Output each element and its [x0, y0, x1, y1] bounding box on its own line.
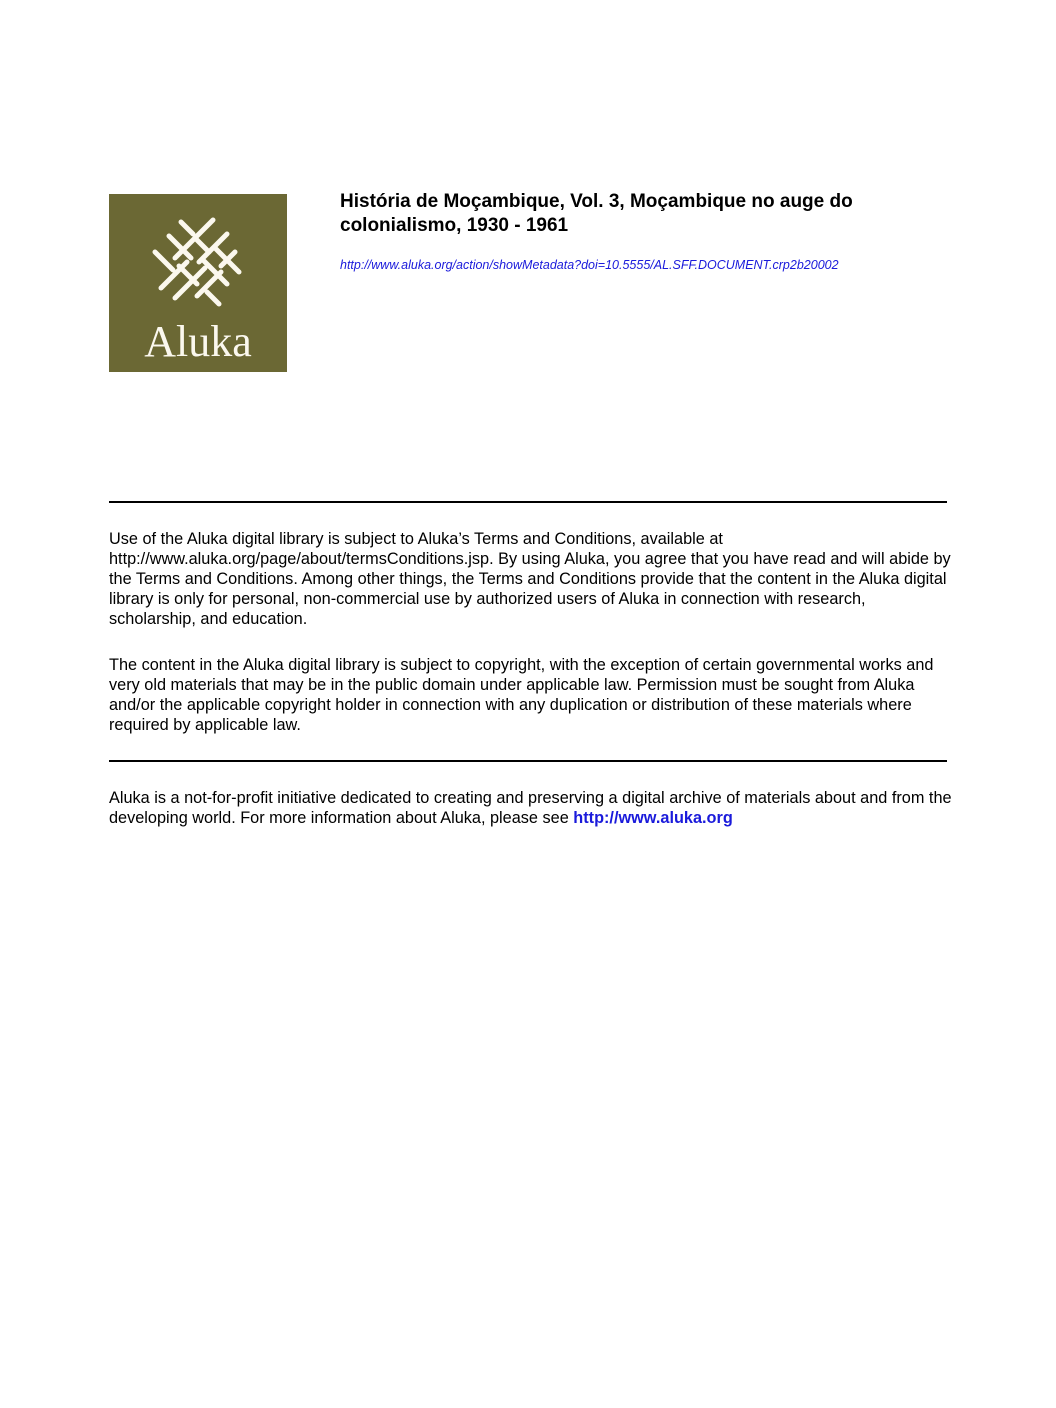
- terms-paragraph: Use of the Aluka digital library is subject to Aluka’s Terms and Conditions, available at http://www.aluka.org/page/about/termsConditions.jsp. By using Aluka, you agree that you have read and will abide by the Terms and Conditions. Among other things, the Terms and Conditions provide that the content in the Aluka digital library is only for personal, non-commercial use by authorized users of Aluka in connection with research, scholarship, and education.: [109, 530, 951, 628]
- logo-wordmark: Aluka: [144, 317, 252, 366]
- copyright-paragraph: The content in the Aluka digital library is subject to copyright, with the exception of certain governmental works and very old materials that may be in the public domain under applicable law. Permission must be sought from Aluka and/or the applicable copyright holder in connection with any duplication or distribution of these materials where required by applicable law.: [109, 656, 934, 734]
- aluka-home-link[interactable]: http://www.aluka.org: [573, 809, 733, 827]
- divider: [109, 760, 947, 762]
- aluka-logo: [109, 194, 287, 372]
- metadata-link[interactable]: http://www.aluka.org/action/showMetadata?doi=10.5555/AL.SFF.DOCUMENT.crp2b20002: [340, 258, 839, 272]
- divider: [109, 501, 947, 503]
- document-title: História de Moçambique, Vol. 3, Moçambique no auge do colonialismo, 1930 - 1961: [340, 191, 853, 236]
- about-paragraph: [109, 788, 954, 828]
- woven-lattice-icon: [147, 212, 249, 312]
- about-text: Aluka is a not-for-profit initiative dedicated to creating and preserving a digital archive of materials about and from the developing world. For more information about Aluka, please see: [109, 789, 952, 827]
